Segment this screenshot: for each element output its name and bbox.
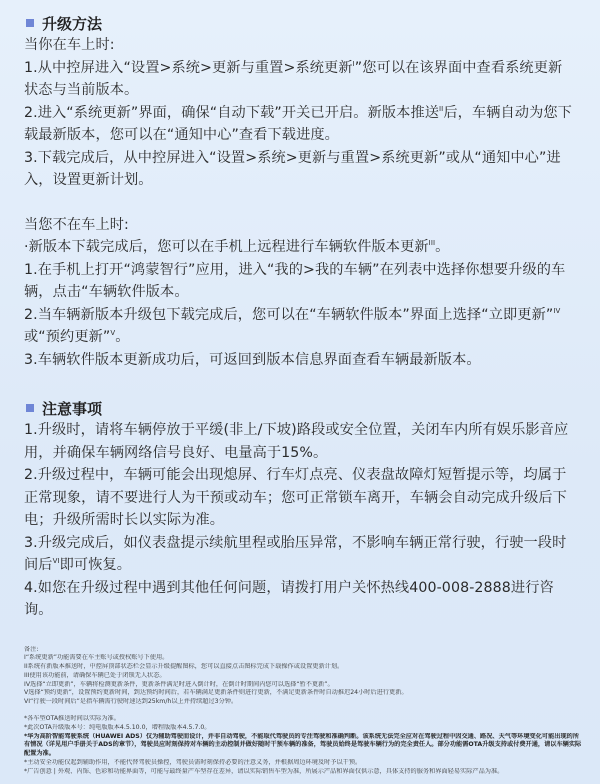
section-title-text: 注意事项	[42, 399, 103, 418]
precaution-item-2: 2.升级过程中，车辆可能会出现熄屏、行车灯点亮、仪表盘故障灯短暂提示等，均属于正常现象，请不要进行人为干预或动车；您可正常锁车离开，车辆会自动完成升级后下电；升级所需时长以实际为准。	[24, 467, 567, 528]
footnote-item: V选择“预约更新”，设置预约更新时间，到达预约时间后，若车辆满足更新条件则进行更新，不满足更新条件时自动推迟24小时后进行更新。	[24, 689, 408, 697]
section-title-text: 升级方法	[42, 14, 103, 33]
disclaimers	[24, 715, 584, 777]
not-in-car-step-3: 3.车辆软件版本更新成功后，可返回到版本信息界面查看车辆最新版本。	[24, 351, 481, 368]
disclaimer-item: *广告创意 | 外观、内饰、色彩和功能界面等，可能与最终量产车型存在差异，请以实际销售车型为准，所展示产品和界面仅供示意，具体支持的服务和界面轻易实际产品为准。	[24, 767, 504, 775]
footnote-item: VI“行驶一段时间后”是指车辆需行驶时速达到25km/h以上并持续超过3分钟。	[24, 698, 238, 706]
disclaimer-item: *各车型OTA推送时间以实际为准。	[24, 715, 120, 723]
precaution-item-1: 1.升级时，请将车辆停放于平缓(非上/下坡)路段或安全位置，关闭车内所有娱乐影音应用，并确保车辆网络信号良好、电量高于15%。	[24, 422, 569, 461]
square-bullet-icon	[26, 19, 34, 27]
not-in-car-step-1: 1.在手机上打开“鸿蒙智行”应用，进入“我的>我的车辆”在列表中选择你想要升级的车辆，点击“车辆软件版本。	[24, 261, 566, 300]
not-in-car-heading: 当您不在车上时:	[24, 216, 129, 233]
square-bullet-icon	[26, 404, 34, 412]
in-car-step-1: 1.从中控屏进入“设置>系统>更新与重置>系统更新$^I$”您可以在该界面中查看系统更新状态与当前版本。	[24, 59, 563, 98]
precaution-item-4: 4.如您在升级过程中遇到其他任何问题，请拨打用户关怀热线400-008-2888进行咨询。	[24, 579, 554, 618]
disclaimer-ads: *华为高阶智能驾驶系统（HUAWEI ADS）仅为辅助驾驶而设计，并非自动驾驶，不能取代驾驶员的专注驾驶和准确判断。该系统无法完全应对在驾驶过程中因交通、路况、天气等环境变化可能出现的所有情况（详见用户手册关于ADS的章节），驾驶员应时刻保持对车辆的主动控制并做好随时干预车辆的准备，驾驶员始终是驾驶车辆行为的完全责任人。部分功能需OTA升级支持或付费开通，请以车辆实际配置为准。	[24, 732, 582, 758]
footnote-item: III使用该功能前，请确保车辆已处于闭锁无人状态。	[24, 671, 166, 679]
precaution-item-3: 3.升级完成后，如仪表盘提示续航里程或胎压异常，不影响车辆正常行驶，行驶一段时间后$^{VI}$即可恢复。	[24, 534, 567, 573]
not-in-car-step-bullet: ·新版本下载完成后，您可以在手机上远程进行车辆软件版本更新$^{III}$。	[24, 239, 450, 255]
in-car-heading: 当你在车上时:	[24, 37, 115, 53]
footnote-item: II系统有新版本推送时，中控屏顶部状态栏会显示升级提醒图标，您可以直接点击图标完成下载操作或设置更新计划。	[24, 663, 344, 671]
footnotes-label: 备注:	[24, 645, 39, 653]
in-car-step-3: 3.下载完成后，从中控屏进入“设置>系统>更新与重置>系统更新”或从“通知中心”进入，设置更新计划。	[24, 149, 561, 188]
disclaimer-item: *主动安全功能仅起到辅助作用，不能代替驾驶员操控，驾驶员需时刻保持必要的注意义务，并根据周边环境及时予以干预。	[24, 759, 362, 767]
in-car-step-2: 2.进入“系统更新”界面，确保“自动下载”开关已开启。新版本推送$^{II}$后，车辆自动为您下载最新版本，您可以在“通知中心”查看下载进度。	[24, 104, 572, 143]
disclaimer-item: *此次OTA升级版本号：纯电版版本4.5.10.0，增程版版本4.5.7.0。	[24, 723, 211, 731]
footnote-item: IV选择“立即更新”，车辆将检测更新条件，更新条件满足时进入倒计时，在倒计时期间内您可以选择“暂不更新”。	[24, 680, 334, 688]
section-title-upgrade-method	[24, 12, 600, 34]
footnotes	[24, 646, 584, 708]
not-in-car-step-2: 2.当车辆新版本升级包下载完成后，您可以在“车辆软件版本”界面上选择“立即更新”$^{IV}$或“预约更新”$^V$。	[24, 306, 561, 345]
footnote-item: I“系统更新”功能需要在车主账号或授权账号下使用。	[24, 654, 169, 662]
section-title-precautions	[24, 397, 600, 419]
